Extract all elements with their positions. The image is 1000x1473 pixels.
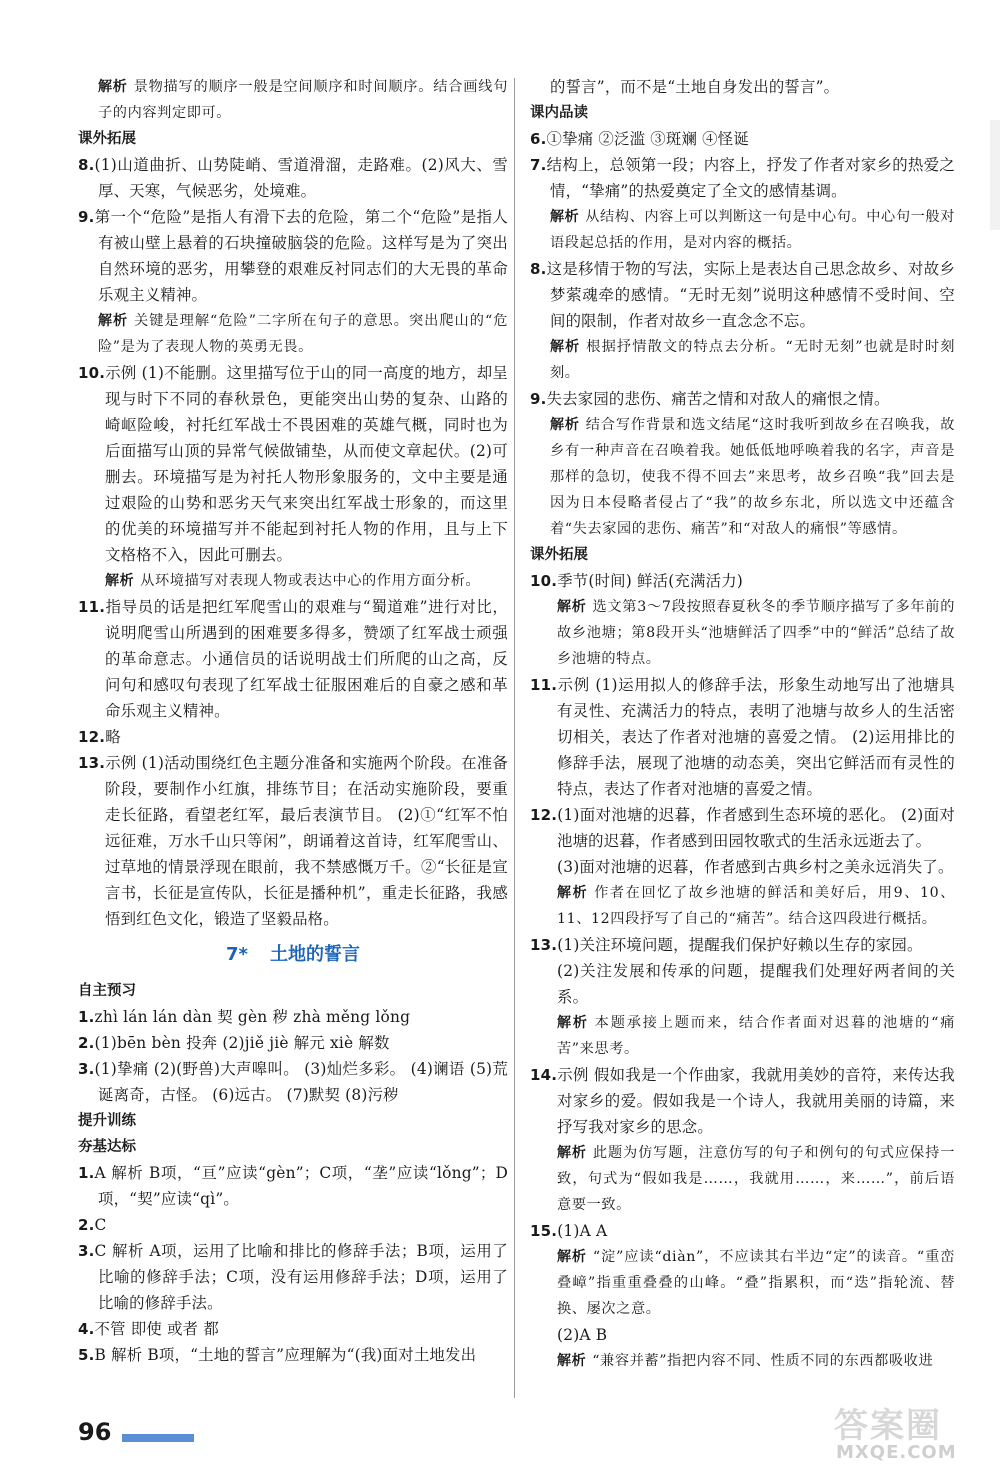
- lesson-title: 7* 土地的誓言: [226, 944, 360, 965]
- section-header: 提升训练: [78, 1113, 136, 1129]
- answer-6: 6.①挚痛 ②泛滥 ③斑斓 ④怪诞: [530, 130, 749, 148]
- section-header: 自主预习: [78, 983, 136, 999]
- answer-continuation: 的誓言”，而不是“土地自身发出的誓言”。: [550, 78, 840, 96]
- answer-13: 13.示例 (1)活动围绕红色主题分准备和实施两个阶段。在准备阶段，要制作小红旗，排练节目；在活动实施阶段，要重走长征路，看望老红军，最后表演节目。 (2)①“红军不怕远征难，万水千山只等闲”，朗诵着这首诗，红军爬雪山、过草地的情景浮现在眼前，我不禁感慨万千。②“长征是宣言书，长征是宣传队，长征是播种机”，重走长征路，我感悟到红色文化，锻造了坚毅品格。: [78, 754, 508, 928]
- answer-4: 4.不管 即使 或者 都: [78, 1320, 219, 1338]
- analysis-block: 解析 “淀”应读“diàn”，不应读其右半边“定”的读音。“重峦叠嶂”指重重叠叠的山峰。“叠”指累积，而“迭”指轮流、替换、屡次之意。: [557, 1249, 955, 1317]
- section-header: 课外拓展: [530, 547, 588, 563]
- analysis-block: 解析 关键是理解“危险”二字所在句子的意思。突出爬山的“危险”是为了表现人物的英勇无畏。: [98, 313, 508, 355]
- analysis-block: 解析 选文第3～7段按照春夏秋冬的季节顺序描写了多年前的故乡池塘；第8段开头“池塘鲜活了四季”中的“鲜活”总结了故乡池塘的特点。: [557, 599, 955, 667]
- section-header: 课外拓展: [78, 131, 136, 147]
- answer-15-part-2: (2)A B: [557, 1326, 608, 1344]
- answer-10: 10.季节(时间) 鲜活(充满活力): [530, 572, 744, 590]
- answer-5: 5.B 解析 B项，“土地的誓言”应理解为“(我)面对土地发出: [78, 1346, 477, 1364]
- answer-9: 9.失去家园的悲伤、痛苦之情和对敌人的痛恨之情。: [530, 390, 890, 408]
- analysis-block: 解析 “兼容并蓄”指把内容不同、性质不同的东西都吸收进: [557, 1353, 934, 1369]
- page-number: 96: [78, 1418, 112, 1446]
- left-column: [78, 74, 508, 1368]
- right-column: [530, 74, 955, 1374]
- answer-8: 8.这是移情于物的写法，实际上是表达自己思念故乡、对故乡梦萦魂牵的感情。“无时无刻”说明这种感情不受时间、空间的限制，作者对故乡一直念念不忘。: [530, 260, 955, 330]
- answer-2: 2.(1)bēn bèn 投奔 (2)jiě jiè 解元 xiè 解数: [78, 1034, 390, 1052]
- analysis-block: 解析 从环境描写对表现人物或表达中心的作用方面分析。: [105, 573, 481, 589]
- watermark-logo-text: 答案圈: [834, 1406, 942, 1446]
- answer-1: 1.A 解析 B项，“亘”应读“gèn”；C项，“垄”应读“lǒng”；D项，“契”应读“qì”。: [78, 1164, 508, 1208]
- analysis-block: 解析 根据抒情散文的特点去分析。“无时无刻”也就是时时刻刻。: [550, 339, 955, 381]
- column-divider: [514, 78, 515, 1398]
- answer-13-part-2: (2)关注发展和传承的问题，提醒我们处理好两者间的关系。: [557, 962, 955, 1006]
- answer-12: 12.略: [78, 728, 121, 746]
- page-edge-shadow: [990, 120, 1000, 230]
- analysis-block: 解析 本题承接上题而来，结合作者面对迟暮的池塘的“痛苦”来思考。: [557, 1015, 955, 1057]
- answer-9: 9.第一个“危险”是指人有滑下去的危险，第二个“危险”是指人有被山壁上悬着的石块撞破脑袋的危险。这样写是为了突出自然环境的恶劣，用攀登的艰难反衬同志们的大无畏的革命乐观主义精神。: [78, 208, 508, 304]
- page-number-bar: [122, 1434, 194, 1442]
- analysis-block: 解析 结合写作背景和选文结尾“这时我听到故乡在召唤我，故乡有一种声音在召唤着我。她低低地呼唤着我的名字，声音是那样的急切，使我不得不回去”来思考，故乡召唤“我”回去是因为日本侵略者侵占了“我”的故乡东北，所以选文中还蕴含着“失去家园的悲伤、痛苦”和“对敌人的痛恨”等感情。: [550, 417, 955, 537]
- analysis-block: 解析 作者在回忆了故乡池塘的鲜活和美好后，用9、10、11、12四段抒写了自己的“痛苦”。结合这四段进行概括。: [557, 885, 956, 927]
- answer-8: 8.(1)山道曲折、山势陡峭、雪道滑溜，走路难。(2)风大、雪厚、天寒，气候恶劣，处境难。: [78, 156, 508, 200]
- site-watermark: [830, 1398, 990, 1468]
- answer-15: 15.(1)A A: [530, 1222, 608, 1240]
- answer-11: 11.示例 (1)运用拟人的修辞手法，形象生动地写出了池塘具有灵性、充满活力的特点，表明了池塘与故乡人的生活密切相关，表达了作者对池塘的喜爱之情。 (2)运用排比的修辞手法，展现了池塘的动态美，突出它鲜活而有灵性的特点，表达了作者对池塘的喜爱之情。: [530, 676, 955, 798]
- answer-10: 10.示例 (1)不能删。这里描写位于山的同一高度的地方，却呈现与时下不同的春秋景色，更能突出山势的复杂、山路的崎岖险峻，衬托红军战士不畏困难的英雄气概，同时也为后面描写山顶的异常气候做铺垫，从而使文章起伏。(2)可删去。环境描写是为衬托人物形象服务的，文中主要是通过艰险的山势和恶劣天气来突出红军战士形象的，而这里的优美的环境描写并不能起到衬托人物的作用，且与上下文格格不入，因此可删去。: [78, 364, 508, 564]
- section-header: 课内品读: [530, 105, 588, 121]
- answer-11: 11.指导员的话是把红军爬雪山的艰难与“蜀道难”进行对比，说明爬雪山所遇到的困难要多得多，赞颂了红军战士顽强的革命意志。小通信员的话说明战士们所爬的山之高，反问句和感叹句表现了红军战士征服困难后的自豪之感和革命乐观主义精神。: [78, 598, 508, 720]
- answer-3: 3.(1)挚痛 (2)(野兽)大声嗥叫。 (3)灿烂多彩。 (4)谰语 (5)荒诞离奇，古怪。 (6)远古。 (7)默契 (8)污秽: [78, 1060, 508, 1104]
- analysis-block: 解析 从结构、内容上可以判断这一句是中心句。中心句一般对语段起总括的作用，是对内容的概括。: [550, 209, 955, 251]
- analysis-block: 解析 此题为仿写题，注意仿写的句子和例句的句式应保持一致，句式为“假如我是……，我就用……，来……”，前后语意要一致。: [557, 1145, 956, 1213]
- section-subheader: 夯基达标: [78, 1139, 136, 1155]
- answer-12: 12.(1)面对池塘的迟暮，作者感到生态环境的恶化。 (2)面对池塘的迟暮，作者感到田园牧歌式的生活永远逝去了。: [530, 806, 955, 850]
- answer-2: 2.C: [78, 1216, 107, 1234]
- answer-12-part-3: (3)面对池塘的迟暮，作者感到古典乡村之美永远消失了。: [557, 858, 954, 876]
- answer-7: 7.结构上，总领第一段；内容上，抒发了作者对家乡的热爱之情，“挚痛”的热爱奠定了全文的感情基调。: [530, 156, 955, 200]
- answer-14: 14.示例 假如我是一个作曲家，我就用美妙的音符，来传达我对家乡的爱。假如我是一个诗人，我就用美丽的诗篇，来抒写我对家乡的思念。: [530, 1066, 955, 1136]
- watermark-domain: MXQE.COM: [836, 1442, 957, 1463]
- answer-1: 1.zhì lán lán dàn 契 gèn 秽 zhà měng lǒng: [78, 1008, 411, 1026]
- analysis-block: 解析 景物描写的顺序一般是空间顺序和时间顺序。结合画线句子的内容判定即可。: [98, 79, 508, 121]
- answer-3: 3.C 解析 A项，运用了比喻和排比的修辞手法；B项，运用了比喻的修辞手法；C项，没有运用修辞手法；D项，运用了比喻的修辞手法。: [78, 1242, 508, 1312]
- answer-13: 13.(1)关注环境问题，提醒我们保护好赖以生存的家园。: [530, 936, 923, 954]
